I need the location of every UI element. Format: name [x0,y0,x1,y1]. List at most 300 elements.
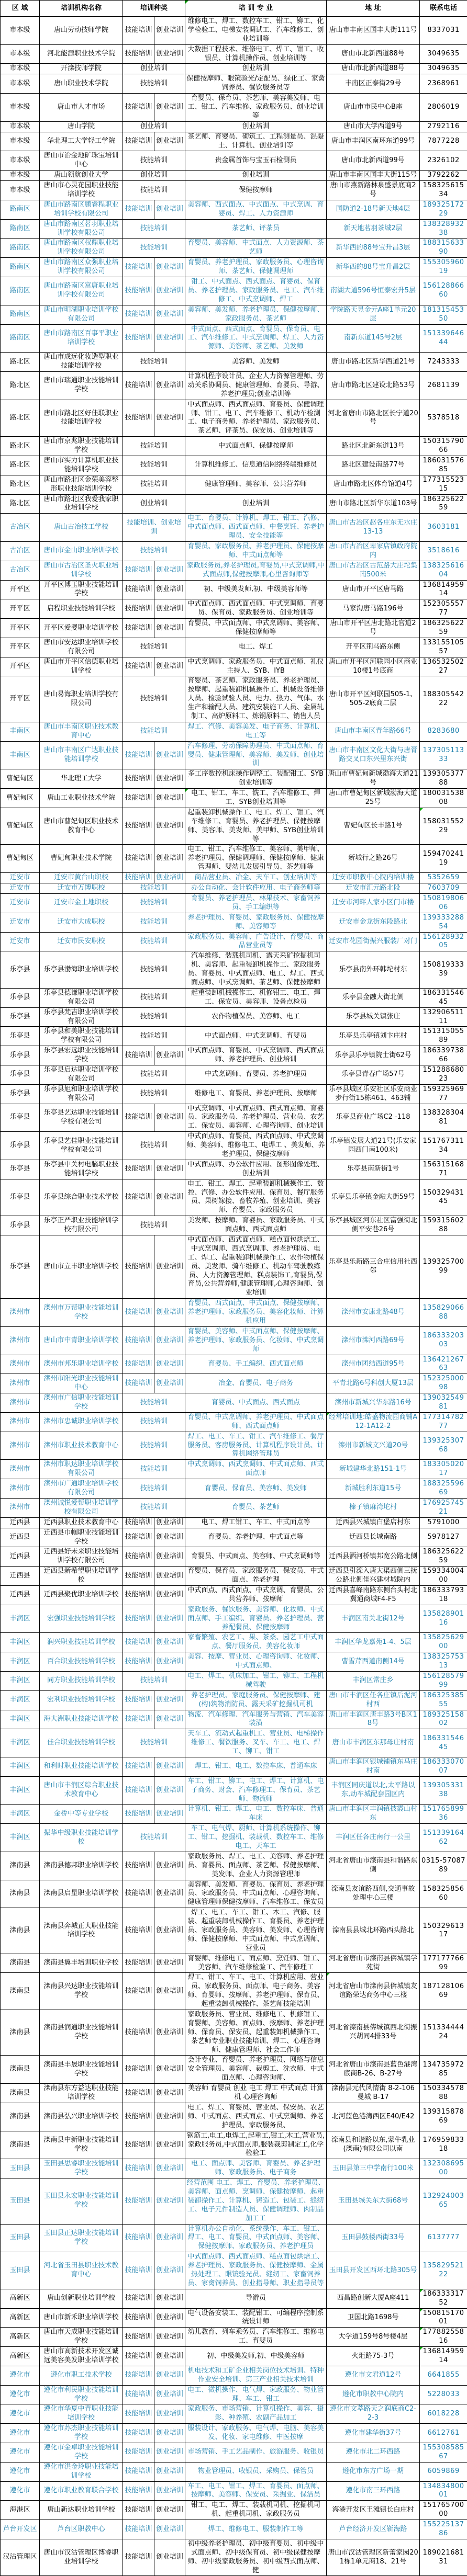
specialty-cell: 育婴员、中式烹调师、养老护理员、中式面点师、西式面点师 [185,1412,327,1432]
region-cell: 玉田县 [1,2252,40,2289]
training-type-startup-cell: 创业培训 [154,2539,185,2576]
region-cell: 迁安市 [1,893,40,913]
phone-cell: 17731552315 [420,475,467,494]
institution-name-cell: 迁西县聚优职业培训学校 [40,1585,123,1605]
training-type-startup-cell: 创业培训 [154,2224,185,2252]
training-type-skill-cell: 技能培训 [123,1326,154,1355]
institution-name-cell: 迁西县新希望职业培训学校 [40,1567,123,1586]
table-row [1,1460,467,1479]
table-row [1,456,467,475]
specialty-cell: 美容师、西式面点、中式面点、中式烹调、育婴员、焊工、人力资源师 [185,200,327,219]
institution-name-cell: 唐山市路南区众强职业培训学校有限公司 [40,258,123,277]
institution-name-cell: 开平区博玉职业技能培训学校 [40,580,123,599]
training-type-skill-cell: 技能培训 [123,1652,154,1672]
address-cell: 滦州市团结西道95号 [327,1355,420,1374]
table-row [1,400,467,437]
region-cell: 高新区 [1,2289,40,2308]
training-type-startup-cell: 创业培训 [154,1973,185,2010]
address-cell: 唐山市丰南区文化大街与唐胥路交叉口东兴里东兴街 [327,741,420,769]
institution-name-cell: 唐山市京兆职业技能培训学校 [40,437,123,456]
table-row [1,1710,467,1729]
institution-name-cell: 滦南县丰晟职业技能培训学校 [40,2056,123,2084]
training-type-skill-cell: 技能培训 [123,2103,154,2131]
table-row [1,437,467,456]
address-cell: 玉田县城关东大街68号 [327,2178,420,2224]
table-row [1,1479,467,1499]
training-type-startup-cell: 创业培训 [154,2424,185,2443]
region-cell: 开平区 [1,657,40,676]
institution-name-cell: 滦州市阳光职业技能培训中心 [40,1374,123,1393]
address-cell: 丰润区同庆道以北,太平路以东,动车城配套园区内 [327,1776,420,1805]
training-type-startup-cell: 创业培训 [154,1605,185,1633]
phone-cell: 7877228 [420,132,467,151]
institution-name-cell: 唐山市开平区信德职业培训学校 [40,657,123,676]
address-cell: 唐山市丰润区任各庄镇后泥河村西 [327,1690,420,1710]
institution-name-cell: 唐山市立丰职业培训学校 [40,1235,123,1299]
specialty-cell: 电工、育婴员、计算机、焊工、钳工、汽修、中式面点师、西式面点师、中餐烹饪、养老护理员、安全技能等 [185,514,327,542]
header-address: 地 址 [327,1,420,17]
training-type-startup-cell: 创业培训 [154,1528,185,1547]
address-cell: 遵化市南三环西路 [327,2481,420,2501]
region-cell: 丰润区 [1,1605,40,1633]
region-cell: 迁西县 [1,1567,40,1586]
table-row [1,1065,467,1084]
region-cell: 遵化市 [1,2404,40,2424]
specialty-cell: 焊工、汽修、美容美发、电子商务、计算机、电工等 [185,722,327,741]
institution-name-cell: 唐山市中青职业培训学校 [40,1326,123,1355]
training-type-skill-cell: 技能培训 [123,371,154,400]
training-type-startup-cell: 创业培训 [154,17,185,45]
training-type-startup-cell: 创业培训 [154,2131,185,2159]
training-type-cell: 技能培训 [123,456,185,475]
training-type-startup-cell: 创业培训 [154,2056,185,2084]
training-type-startup-cell: 创业培训 [154,873,185,883]
training-type-startup-cell: 创业培训 [154,2481,185,2501]
address-cell: 乐亭镇发展大道21号(乐安家园西门南100米) [327,1132,420,1160]
specialty-cell: 育婴员、养老护理、中式面点等 [185,1528,327,1547]
training-type-skill-cell: 技能培训 [123,2178,154,2224]
specialty-cell: 育婴员、茶艺师、家政服务员、养老护理员、按摩师、起重装卸机械操作工、机械设备维修人员、检验试验人员、电力、热力、气体、水生产和输配人员、建筑安装施工人员、金属轧制工、高炉原料工、炼钢原料工、销售人员 [185,676,327,722]
training-type-startup-cell: 创业培训 [154,2347,185,2366]
region-cell: 路南区 [1,200,40,219]
specialty-cell: 焊工、维修电工、服装制作工等 [185,2520,327,2539]
institution-name-cell: 芦台区职教中心 [40,2520,123,2539]
specialty-cell: 中式面点师、西式面点师、中式烹调师、育婴员、保育员、家政服务员、创业培训等 [185,599,327,619]
training-type-cell: 技能培训、创业培训 [123,514,185,542]
specialty-cell: 初、中级美发师,初、中级美容师等 [185,580,327,599]
table-row [1,371,467,400]
specialty-cell: 机电技术和工矿企业相关岗位技术培训、特种作业安全培训、第三产业相关技术培训 [185,2366,327,2385]
address-cell: 国防道2-18号新天地4层 [327,200,420,219]
specialty-cell: 电工、微机操作、电气焊、家政服务、物业管理、车工、钳工 [185,2385,327,2404]
training-type-skill-cell: 技能培训 [123,1852,154,1880]
institution-name-cell: 乐亭县梵吉职业培训学校有限公司 [40,1007,123,1027]
address-cell: 唐山市市民中心B座 [327,94,420,122]
institution-name-cell: 唐山市路北区我爱我家职业培训学校 [40,494,123,514]
specialty-cell: 焊工、电工、车工、钳工、木工、汽修、服装、起重装卸机械操作工、育婴员、养老护理员、家政服务员、美容师、美发师、心理咨询师、保健按摩师、中式面点师、中式烹调师、营业员 [185,1908,327,1954]
phone-cell: 17788255816 [420,2328,467,2347]
specialty-cell: 育婴员、西式面点、中式面点、保健按摩师、养老护理师、家政服务员、美容化妆师、计算机应用 [185,1299,327,1327]
phone-cell: 2368961 [420,74,467,94]
phone-cell: 13582562900 [420,1633,467,1652]
phone-cell: 18830554222 [420,676,467,722]
phone-cell: 15612886660 [420,277,467,305]
phone-cell: 5978127 [420,1528,467,1547]
table-row [1,2520,467,2539]
region-cell: 滦南县 [1,2131,40,2159]
region-cell: 汉沽管理区 [1,2539,40,2576]
specialty-cell: 创业培训 [185,494,327,514]
phone-cell: 15947024119 [420,845,467,873]
header-specialty: 培 训 专 业 [185,1,327,17]
training-type-startup-cell: 创业培训 [154,2308,185,2328]
specialty-cell: 农作物植保员、美容师、电工 [185,1007,327,1027]
training-type-cell: 创业培训 [123,494,185,514]
institution-name-cell: 乐亭县综合职业技术学校 [40,1179,123,1216]
phone-cell: 18932515802 [420,1710,467,1729]
phone-cell: 15131505589 [420,1027,467,1046]
region-cell: 迁安市 [1,873,40,883]
phone-cell: 13582906688 [420,1299,467,1327]
region-cell: 滦南县 [1,2084,40,2103]
table-row [1,769,467,789]
institution-name-cell: 河北省玉田县职业技术教育中心 [40,2252,123,2289]
institution-name-cell: 遵化市职工技术学校 [40,2366,123,2385]
specialty-cell: 计算机程序设计员、企业人力资源管理师、劳动关系协调员、健康管理师、育婴员、导游、养老护理员;创业培训等 [185,371,327,400]
specialty-cell: 育婴员、中式面点师、中式烹调师、美容师、保健按摩师等 [185,619,327,638]
specialty-cell: 家政服务、餐饮服务、美容师、化妆师、中式面点师、手工编织、育婴员、养老护理员、营养配餐员、保健按摩师 [185,1605,327,1633]
region-cell: 滦州市 [1,1326,40,1355]
region-cell: 丰南区 [1,722,40,741]
phone-cell: 15176589936 [420,1805,467,1824]
phone-cell: 15081517001 [420,2308,467,2328]
specialty-cell: 焊工、钳工、电工、数控车床、普通车床 [185,1757,327,1776]
training-type-startup-cell: 创业培训 [154,769,185,789]
phone-cell: 18902168131 [420,2539,467,2576]
institution-name-cell: 唐山职业技术学院 [40,74,123,94]
training-type-cell: 技能培训 [123,1671,185,1690]
table-row [1,619,467,638]
training-type-startup-cell: 创业培训 [154,132,185,151]
address-cell: 迁西县洒河桥镇邦宽公路北侧 [327,1547,420,1567]
phone-cell: 7603709 [420,883,467,894]
specialty-cell: 育婴员、美容师、中式面点、人力资源师、茶艺师 [185,239,327,258]
training-type-skill-cell: 技能培训 [123,1585,154,1605]
table-row [1,883,467,894]
address-cell: 唐山市古冶区古范路大庄坨集南500米 [327,561,420,580]
training-type-skill-cell: 技能培训 [123,1160,154,1179]
institution-name-cell: 唐山新达职业培训学校 [40,2501,123,2520]
phone-cell: 13903254981 [420,1393,467,1413]
table-row [1,1517,467,1528]
training-type-skill-cell: 技能培训 [123,2056,154,2084]
region-cell: 滦南县 [1,1880,40,1908]
phone-cell: 5791000 [420,1517,467,1528]
training-type-startup-cell: 创业培训 [154,1585,185,1605]
region-cell: 曹妃甸区 [1,769,40,789]
institution-name-cell: 迁安市民安职校 [40,932,123,951]
training-type-cell: 技能培训 [123,988,185,1007]
specialty-cell: 电工、焊工、机床加工、钳工、铆工、工程机械驾驶 [185,1671,327,1690]
phone-cell: 18633379318 [420,1585,467,1605]
region-cell: 市本级 [1,121,40,132]
table-row [1,1299,467,1327]
region-cell: 滦州市 [1,1479,40,1499]
phone-cell: 13290651111 [420,1007,467,1027]
training-type-cell: 技能培训 [123,1084,185,1104]
region-cell: 滦州市 [1,1299,40,1327]
phone-cell: 13932530768 [420,1432,467,1460]
address-cell: 河北省唐山市滦南县倴城镇学苑街 [327,1954,420,1973]
training-type-cell: 技能培训 [123,1007,185,1027]
table-row [1,2462,467,2481]
training-type-startup-cell: 创业培训 [154,1326,185,1355]
specialty-cell: 车工、电气焊、厨师、计算机系统操作、铆工、钳工、挖掘机、装载机、数控车工、维修电工、天车工 [185,1824,327,1852]
phone-cell: 15133916462 [420,1824,467,1852]
address-cell: 乐亭县乐新路三合庄信用社西邻 [327,1235,420,1299]
table-row [1,353,467,372]
address-cell: 新天地茗羽茶城2层 [327,219,420,239]
region-cell: 路北区 [1,475,40,494]
specialty-cell: 起重装卸机械操作工、机修钳工、电工、焊工、保安员、美容师、设备点检员 [185,988,327,1007]
region-cell: 乐亭县 [1,951,40,989]
phone-cell: 18633307007 [420,1757,467,1776]
phone-cell: 0315-5708789 [420,1852,467,1880]
region-cell: 古冶区 [1,561,40,580]
training-type-startup-cell: 创业培训 [154,2252,185,2289]
table-row [1,1432,467,1460]
specialty-cell: 计算机、钳工、焊工、电工、数控车床、普通车床 [185,1805,327,1824]
phone-cell: 13681495914 [420,580,467,599]
training-type-startup-cell: 创业培训 [154,1567,185,1586]
training-type-startup-cell: 创业培训 [154,657,185,676]
training-type-startup-cell: 创业培训 [154,1355,185,1374]
institution-name-cell: 海大洲职业技能培训学校 [40,1710,123,1729]
specialty-cell: 美容师、美发师、养老护理员、保健按摩师、家政服务员、茶艺师 [185,305,327,324]
region-cell: 迁安市 [1,932,40,951]
phone-cell: 15128868023 [420,1065,467,1084]
address-cell: 丰南区正泰街29号 [327,74,420,94]
specialty-cell: 家政服务员、营业员、维修电工、机修钳工、育婴师、美容师、面点师、按摩师、养老护理师、保育员、保安员、起重装卸机械操作工、茶艺师专业职业技能培训、焊工、心理咨询师、健康管理师、社会工作师 [185,2010,327,2056]
table-row [1,239,467,258]
training-type-skill-cell: 技能培训 [123,657,154,676]
institution-name-cell: 滦州市忠诚职业培训学校 [40,1412,123,1432]
training-type-startup-cell: 创业培训 [154,324,185,353]
training-type-startup-cell: 创业培训 [154,2328,185,2347]
address-cell: 迁西县兴城镇白堡店村东 [327,1517,420,1528]
table-row [1,988,467,1007]
training-type-skill-cell: 技能培训 [123,1547,154,1567]
region-cell: 市本级 [1,64,40,74]
phone-cell: 3518616 [420,541,467,561]
table-row [1,1729,467,1757]
region-cell: 迁西县 [1,1517,40,1528]
specialty-cell: 家政服务员、美容师、广告设计、育婴员、商品营业员等 [185,932,327,951]
institution-name-cell: 唐山市丰南区职业技术教育中心 [40,722,123,741]
region-cell: 市本级 [1,44,40,64]
table-body [1,17,467,2576]
region-cell: 市本级 [1,171,40,181]
address-cell: 迁西县引滦入唐大渠西侧三抚公路北侧佳兴建材城院内 [327,1567,420,1586]
training-type-startup-cell: 创业培训 [154,1690,185,1710]
specialty-cell: 大数据工程技术、维修电工、焊工、钳工、收银员、计算机操作员、创业培训等 [185,44,327,64]
specialty-cell: 养老护理员、家庭服务员、保健按摩师、建(构)筑物消防员、露天采矿挖掘机司机 [185,1690,327,1710]
training-type-skill-cell: 技能培训 [123,1517,154,1528]
training-type-skill-cell: 技能培训 [123,1104,154,1132]
phone-cell: 17731478277 [420,1412,467,1432]
phone-cell: 15032961317 [420,1908,467,1954]
training-type-skill-cell: 技能培训 [123,1374,154,1393]
phone-cell: 13473597285 [420,2056,467,2084]
phone-cell: 6018228 [420,2404,467,2424]
region-cell: 古冶区 [1,541,40,561]
phone-cell: 13642126763 [420,1355,467,1374]
region-cell: 市本级 [1,74,40,94]
phone-cell: 15133964644 [420,324,467,353]
table-row [1,2347,467,2366]
training-type-startup-cell: 创业培训 [154,1046,185,1065]
region-cell: 丰润区 [1,1671,40,1690]
region-cell: 路南区 [1,239,40,258]
specialty-cell: 贵金属首饰与宝玉石检测员 [185,151,327,171]
specialty-cell: 创业培训 [185,64,327,74]
training-type-cell: 技能培训 [123,1393,185,1413]
institution-name-cell: 乐亭县艺达职业技能培训学校有限公司 [40,1104,123,1132]
table-row [1,2366,467,2385]
institution-name-cell: 唐山市人才市场 [40,94,123,122]
institution-name-cell: 乐亭正严职业技能培训学校有限公司 [40,1216,123,1235]
address-cell: 迁西县喜峰南路东侧台头村北冀通商城F4-F5 [327,1585,420,1605]
training-type-cell: 技能培训 [123,1498,185,1517]
phone-cell: 13315510557 [420,638,467,657]
address-cell: 滦州市安康北路48号 [327,1299,420,1327]
table-row [1,514,467,542]
specialty-cell: 育婴员、美容师、中式面点师、保健按摩师、养老护理师、家政服务员、化妆师、中式烹调师 [185,1326,327,1355]
specialty-cell: 汽车修理、劳动保障协理员、中式面点师、育婴员、健康管理师、美容师、美发师、创业培训 [185,741,327,769]
specialty-cell: 维修电工、焊工、数控车工、钳工、铆工、化学检验工、电梯安装调试工、汽车维修工、创业培训等 [185,17,327,45]
address-cell: 乐亭县城关镇张庄 [327,1007,420,1027]
table-row [1,305,467,324]
phone-cell: 15832585660 [420,1880,467,1908]
training-type-skill-cell: 技能培训 [123,580,154,599]
address-cell: 河北省唐山市滦南县和谐路东侧 [327,1852,420,1880]
phone-cell: 15032943145 [420,1179,467,1216]
region-cell: 曹妃甸区 [1,845,40,873]
specialty-cell: 幼儿教育、列车乘务员、汽车维修工、维修电工、育婴员 [185,2328,327,2347]
institution-name-cell: 滦州市万帮职业技能培训学校 [40,1299,123,1327]
training-type-startup-cell: 创业培训 [154,1954,185,1973]
table-row [1,258,467,277]
table-row [1,893,467,913]
region-cell: 遵化市 [1,2385,40,2404]
institution-name-cell: 遵化市苏杰职业技能培训学校 [40,2424,123,2443]
table-row [1,17,467,45]
address-cell: 乐亭县商业广场C2 -118 [327,1104,420,1132]
institution-name-cell: 迁安市黄台山职校 [40,873,123,883]
training-type-skill-cell: 技能培训 [123,1880,154,1908]
table-row [1,1805,467,1824]
table-row [1,1652,467,1672]
table-row [1,2178,467,2224]
region-cell: 乐亭县 [1,1084,40,1104]
region-cell: 丰润区 [1,1690,40,1710]
table-row [1,1007,467,1027]
institution-name-cell: 乐亭县宏远职业技能培训学校 [40,1046,123,1065]
specialty-cell: 美容师 育婴员 创业 电工 焊工 中式面点 计算机 心理咨询师 [185,2084,327,2103]
institution-name-cell: 唐山学院 [40,121,123,132]
training-type-skill-cell: 技能培训 [123,2424,154,2443]
institution-name-cell: 滦南县中新职业技能培训学校 [40,2131,123,2159]
phone-cell: 6059869 [420,2462,467,2481]
institution-name-cell: 开滦技师学院 [40,64,123,74]
phone-cell: 15176570000 [420,2501,467,2520]
address-cell: 唐山市曹妃甸区新城渤海大道25号 [327,789,420,808]
specialty-cell: 中式面点、西式面点、中式烹调、育婴员、公共营养师、按摩师 [185,1585,327,1605]
region-cell: 滦州市 [1,1460,40,1479]
training-type-startup-cell: 创业培训 [154,599,185,619]
institution-name-cell: 同方职业技能培训学校 [40,1671,123,1690]
training-type-startup-cell: 创业培训 [154,400,185,437]
phone-cell: 13230869500 [420,2159,467,2178]
phone-cell: 13932570099 [420,1235,467,1299]
training-type-startup-cell: 创业培训 [154,1880,185,1908]
institution-name-cell: 遵化市金卓职业技能培训学校 [40,2443,123,2462]
institution-name-cell: 滦南县翼丰培训职业学校 [40,1954,123,1973]
specialty-cell: 保健按摩师 [185,181,327,200]
region-cell: 滦南县 [1,2103,40,2131]
institution-name-cell: 唐山市路南区权鼎职业培训学校有限公司 [40,239,123,258]
region-cell: 迁安市 [1,913,40,932]
training-type-skill-cell: 技能培训 [123,2443,154,2462]
training-type-cell: 创业培训 [123,64,185,74]
region-cell: 玉田县 [1,2224,40,2252]
training-type-cell: 技能培训 [123,181,185,200]
training-type-skill-cell: 技能培训 [123,2520,154,2539]
training-type-startup-cell: 创业培训 [154,2010,185,2056]
table-row [1,2328,467,2347]
training-type-startup-cell: 创业培训 [154,741,185,769]
address-cell: 乐亭县金融大街北侧 [327,988,420,1007]
specialty-cell: 创业培训 [185,171,327,181]
training-type-cell: 技能培训 [123,638,185,657]
phone-cell: 15031579066 [420,437,467,456]
specialty-cell: 美发师、按摩师、育婴员、家政服务员、中式面点师、西式面点师 [185,1216,327,1235]
institution-name-cell: 唐山古冶技工学校 [40,514,123,542]
table-row [1,151,467,171]
training-type-skill-cell: 技能培训 [123,619,154,638]
phone-cell: 13832561604 [420,561,467,580]
training-type-cell: 技能培训 [123,932,185,951]
region-cell: 市本级 [1,132,40,151]
training-type-cell: 技能培训 [123,475,185,494]
specialty-cell: 电工、焊工 [185,638,327,657]
address-cell: 唐山市汉沽管理区新蕾家园201栋1单元商18、21号 [327,2539,420,2576]
phone-cell: 2326102 [420,151,467,171]
table-row [1,324,467,353]
institution-name-cell: 玉田县思睿职业技能培训学校 [40,2159,123,2178]
address-cell: 新华西的88号宝升昌3层 [327,239,420,258]
specialty-cell: 钳工、中式面点、西式面点、育婴员、保育员、养老护理员、家政服务员、电工、汽车维修工、中式烹调师、焊工 [185,277,327,305]
table-row [1,561,467,580]
table-row [1,277,467,305]
training-type-startup-cell: 创业培训 [154,845,185,873]
address-cell: 唐山市丰南区国丰大街115号 [327,171,420,181]
phone-cell: 6137777 [420,2224,467,2252]
training-type-startup-cell: 创业培训 [154,2289,185,2308]
phone-cell: 13681495914 [420,2347,467,2366]
specialty-cell: 物业管理员、收银员、采购员、保管员 [185,2462,327,2481]
institution-name-cell: 乐亭县艺佳职业技能培训学校有限公司 [40,1132,123,1160]
